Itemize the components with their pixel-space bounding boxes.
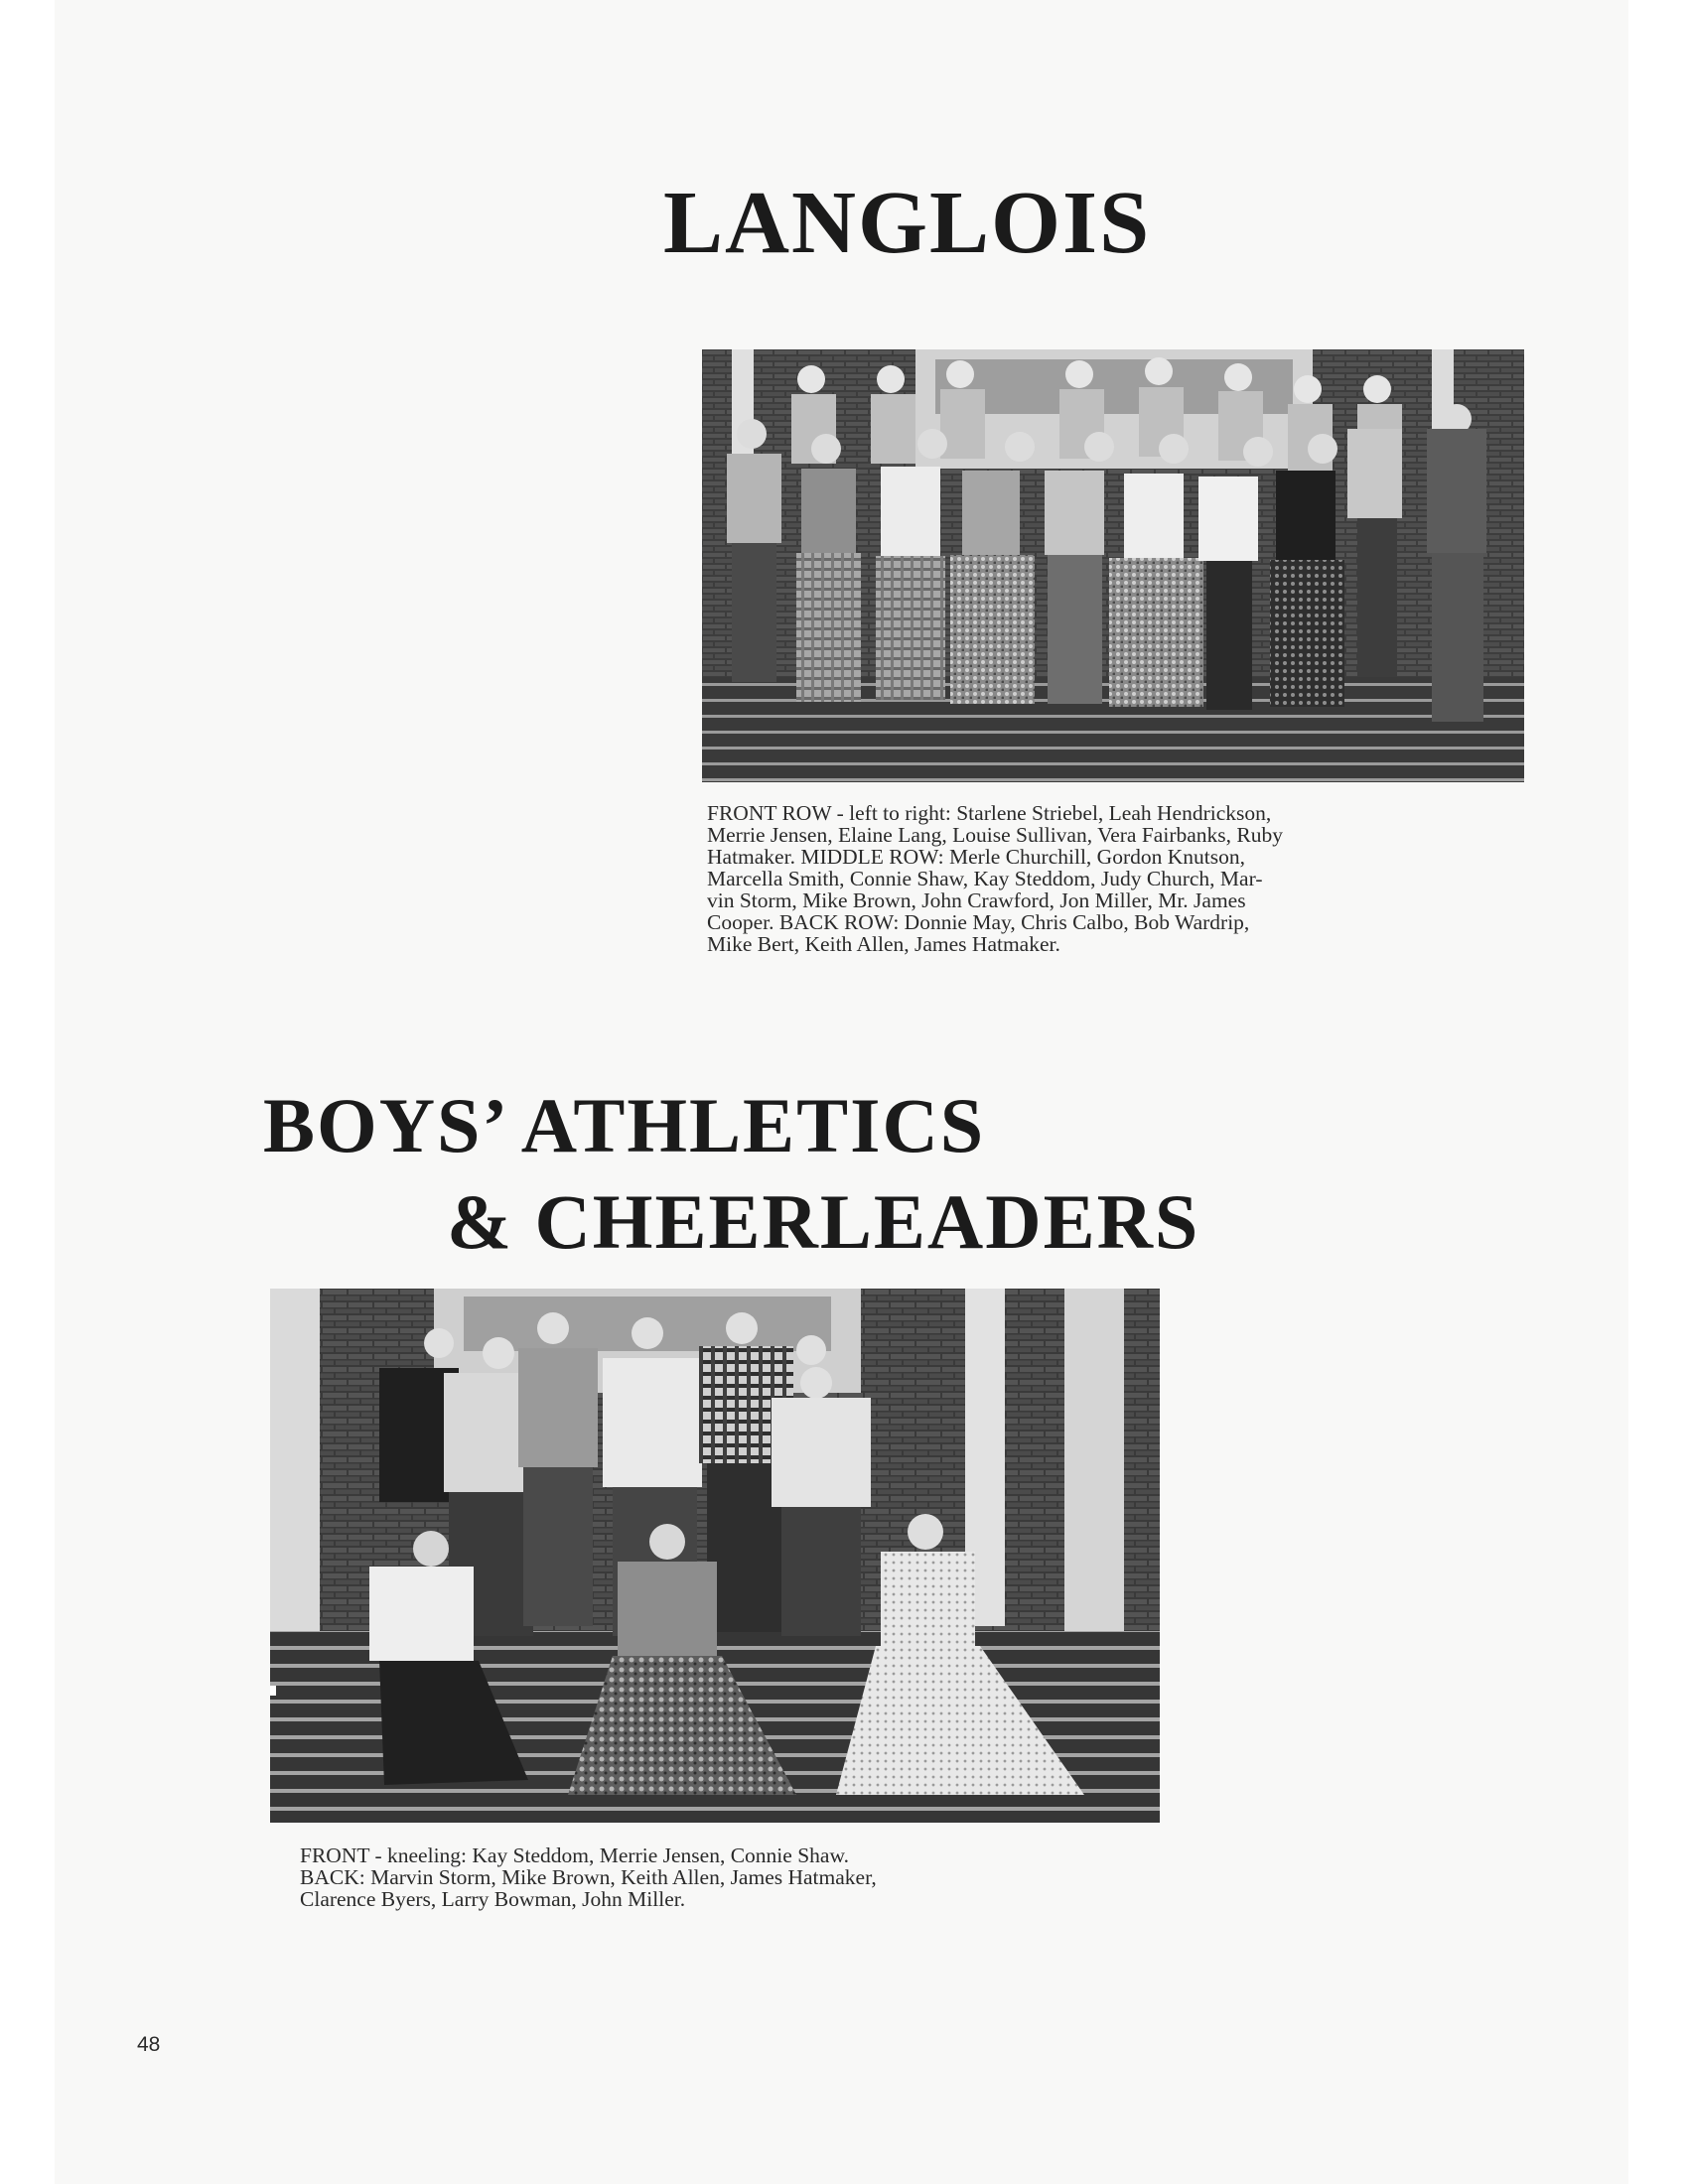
caption-line: Cooper. BACK ROW: Donnie May, Chris Calbo, Bob Wardrip,	[707, 910, 1250, 934]
caption-line: Mike Bert, Keith Allen, James Hatmaker.	[707, 932, 1060, 956]
athletics-photo-illustration	[270, 1289, 1160, 1823]
caption-line: BACK: Marvin Storm, Mike Brown, Keith Allen, James Hatmaker,	[300, 1865, 877, 1889]
caption-line: Merrie Jensen, Elaine Lang, Louise Sullivan, Vera Fairbanks, Ruby	[707, 823, 1283, 847]
langlois-heading: LANGLOIS	[663, 174, 1152, 272]
langlois-caption	[707, 802, 1283, 955]
page-number: 48	[137, 2033, 161, 2056]
caption-line: Clarence Byers, Larry Bowman, John Miller.	[300, 1887, 686, 1911]
caption-line: vin Storm, Mike Brown, John Crawford, Jon Miller, Mr. James	[707, 888, 1246, 912]
athletics-heading-line2: & CHEERLEADERS	[447, 1178, 1200, 1265]
caption-line: FRONT - kneeling: Kay Steddom, Merrie Jensen, Connie Shaw.	[300, 1843, 849, 1867]
athletics-heading-line1: BOYS’ ATHLETICS	[263, 1082, 986, 1168]
langlois-photo-illustration	[702, 349, 1524, 782]
langlois-group-photo	[702, 349, 1524, 782]
athletics-caption	[300, 1844, 877, 1910]
yearbook-page	[55, 0, 1628, 2184]
caption-line: FRONT ROW - left to right: Starlene Striebel, Leah Hendrickson,	[707, 801, 1272, 825]
caption-line: Marcella Smith, Connie Shaw, Kay Steddom, Judy Church, Mar-	[707, 867, 1263, 890]
athletics-group-photo	[270, 1289, 1160, 1823]
caption-line: Hatmaker. MIDDLE ROW: Merle Churchill, Gordon Knutson,	[707, 845, 1245, 869]
